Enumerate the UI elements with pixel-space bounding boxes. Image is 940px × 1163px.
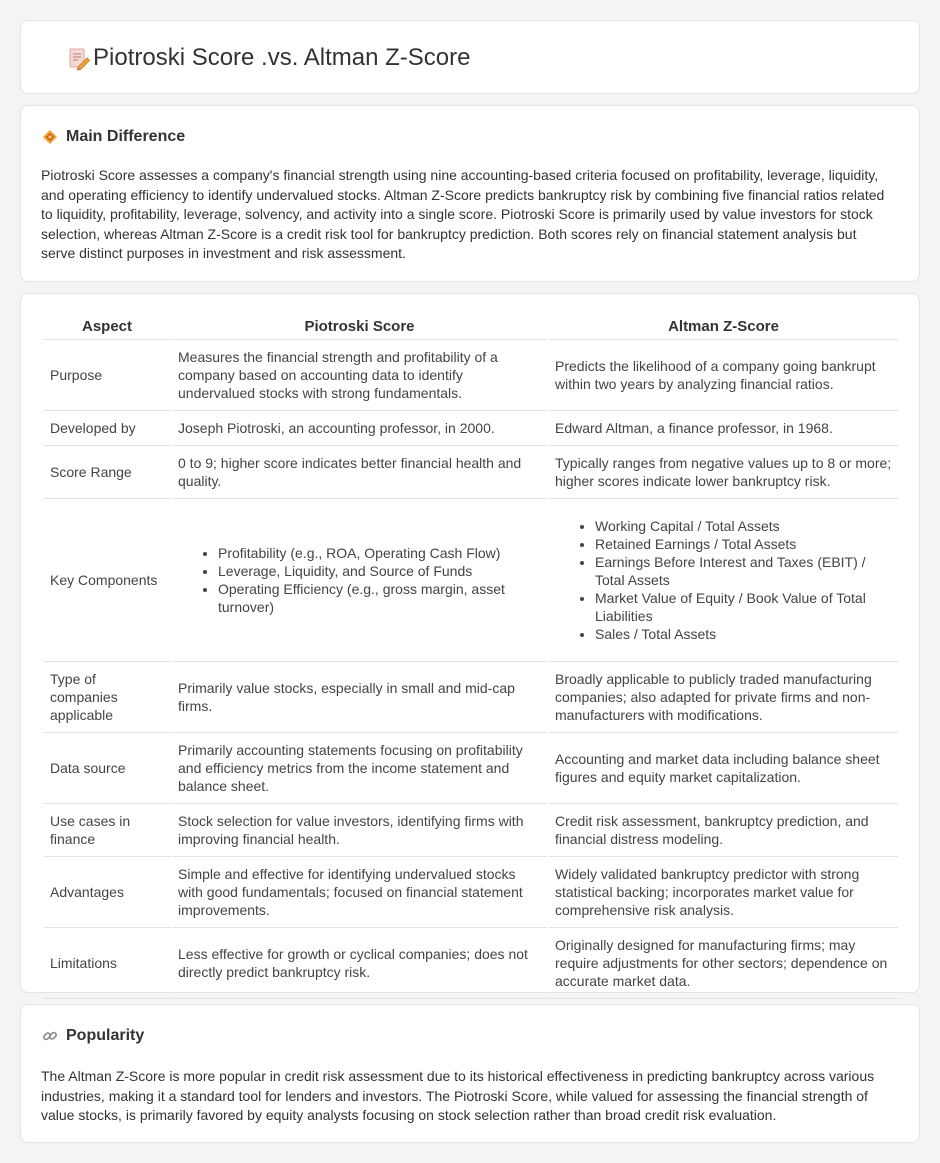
aspect-cell: Key Components bbox=[44, 499, 170, 662]
list-item: • Market Value of Equity / Book Value of Total Liabilities bbox=[595, 589, 892, 625]
altman-cell bbox=[549, 499, 898, 662]
piotroski-cell: 0 to 9; higher score indicates better financial health and quality. bbox=[172, 446, 547, 499]
aspect-cell: Limitations bbox=[44, 928, 170, 999]
piotroski-cell: Simple and effective for identifying undervalued stocks with good fundamentals; focused on financial statement improvements. bbox=[172, 857, 547, 928]
piotroski-cell: Measures the financial strength and profitability of a company based on accounting data to identify undervalued stocks with strong fundamentals. bbox=[172, 340, 547, 411]
table-row bbox=[44, 340, 898, 411]
piotroski-components-list bbox=[178, 544, 541, 616]
altman-cell: Widely validated bankruptcy predictor with strong statistical backing; incorporates market value for comprehensive risk analysis. bbox=[549, 857, 898, 928]
popularity-title: Popularity bbox=[66, 1027, 145, 1044]
page-title: Piotroski Score .vs. Altman Z-Score bbox=[93, 44, 471, 71]
list-item: • Profitability (e.g., ROA, Operating Cash Flow) bbox=[218, 544, 541, 562]
header-altman: Altman Z-Score bbox=[549, 314, 898, 340]
piotroski-cell: Less effective for growth or cyclical companies; does not directly predict bankruptcy risk. bbox=[172, 928, 547, 999]
piotroski-cell: Primarily accounting statements focusing on profitability and efficiency metrics from the income statement and balance sheet. bbox=[172, 733, 547, 804]
altman-components-list bbox=[555, 517, 892, 643]
aspect-cell: Use cases in finance bbox=[44, 804, 170, 857]
main-difference-text: Piotroski Score assesses a company's financial strength using nine accounting-based criteria focused on profitability, leverage, liquidity, and operating efficiency to identify undervalued stocks. Altman Z-Score predicts bankruptcy risk by combining five financial ratios related to liquidity, profitability, leverage, solvency, and activity into a single score. Piotroski Score is primarily used by value investors for stock selection, whereas Altman Z-Score is a credit risk tool for bankruptcy prediction. Both scores rely on financial statement analysis but serve distinct purposes in investment and risk assessment. bbox=[41, 167, 885, 261]
aspect-cell: Type of companies applicable bbox=[44, 662, 170, 733]
header-piotroski: Piotroski Score bbox=[172, 314, 547, 340]
altman-cell: Accounting and market data including balance sheet figures and equity market capitalization. bbox=[549, 733, 898, 804]
popularity-text: The Altman Z-Score is more popular in credit risk assessment due to its historical effectiveness in predicting bankruptcy across various industries, making it a standard tool for lenders and investors. The Piotroski Score, while valued for assessing the financial strength of value stocks, is primarily favored by equity analysts focusing on stock selection rather than broad credit risk evaluation. bbox=[41, 1068, 875, 1123]
altman-cell: Typically ranges from negative values up to 8 or more; higher scores indicate lower bankruptcy risk. bbox=[549, 446, 898, 499]
aspect-cell: Advantages bbox=[44, 857, 170, 928]
aspect-cell: Score Range bbox=[44, 446, 170, 499]
list-item: • Earnings Before Interest and Taxes (EBIT) / Total Assets bbox=[595, 553, 892, 589]
table-row bbox=[44, 857, 898, 928]
table-row bbox=[44, 733, 898, 804]
header-card bbox=[20, 20, 920, 94]
table-row bbox=[44, 662, 898, 733]
main-difference-card bbox=[20, 105, 920, 282]
altman-cell: Originally designed for manufacturing firms; may require adjustments for other sectors; dependence on accurate market data. bbox=[549, 928, 898, 999]
link-icon bbox=[42, 1028, 58, 1044]
table-row bbox=[44, 446, 898, 499]
list-item: • Working Capital / Total Assets bbox=[595, 517, 892, 535]
aspect-cell: Purpose bbox=[44, 340, 170, 411]
comparison-table-card bbox=[20, 293, 920, 993]
comparison-table bbox=[42, 314, 900, 999]
piotroski-cell: Primarily value stocks, especially in small and mid-cap firms. bbox=[172, 662, 547, 733]
altman-cell: Credit risk assessment, bankruptcy prediction, and financial distress modeling. bbox=[549, 804, 898, 857]
popularity-heading bbox=[42, 1027, 144, 1045]
main-difference-title: Main Difference bbox=[66, 128, 186, 145]
table-row bbox=[44, 928, 898, 999]
altman-cell: Edward Altman, a finance professor, in 1968. bbox=[549, 411, 898, 446]
list-item: • Leverage, Liquidity, and Source of Funds bbox=[218, 562, 541, 580]
piotroski-cell: Joseph Piotroski, an accounting professor, in 2000. bbox=[172, 411, 547, 446]
list-item: • Retained Earnings / Total Assets bbox=[595, 535, 892, 553]
document-pencil-icon bbox=[66, 47, 92, 73]
header-aspect: Aspect bbox=[44, 314, 170, 340]
table-row bbox=[44, 499, 898, 662]
list-item: • Sales / Total Assets bbox=[595, 625, 892, 643]
table-row bbox=[44, 411, 898, 446]
piotroski-cell bbox=[172, 499, 547, 662]
altman-cell: Predicts the likelihood of a company going bankrupt within two years by analyzing financial ratios. bbox=[549, 340, 898, 411]
list-item: • Operating Efficiency (e.g., gross margin, asset turnover) bbox=[218, 580, 541, 616]
table-header-row bbox=[44, 314, 898, 340]
popularity-card bbox=[20, 1004, 920, 1143]
main-difference-heading bbox=[42, 128, 185, 146]
table-row bbox=[44, 804, 898, 857]
aspect-cell: Developed by bbox=[44, 411, 170, 446]
diamond-icon bbox=[42, 129, 58, 145]
aspect-cell: Data source bbox=[44, 733, 170, 804]
piotroski-cell: Stock selection for value investors, identifying firms with improving financial health. bbox=[172, 804, 547, 857]
altman-cell: Broadly applicable to publicly traded manufacturing companies; also adapted for private firms and non-manufacturers with modifications. bbox=[549, 662, 898, 733]
